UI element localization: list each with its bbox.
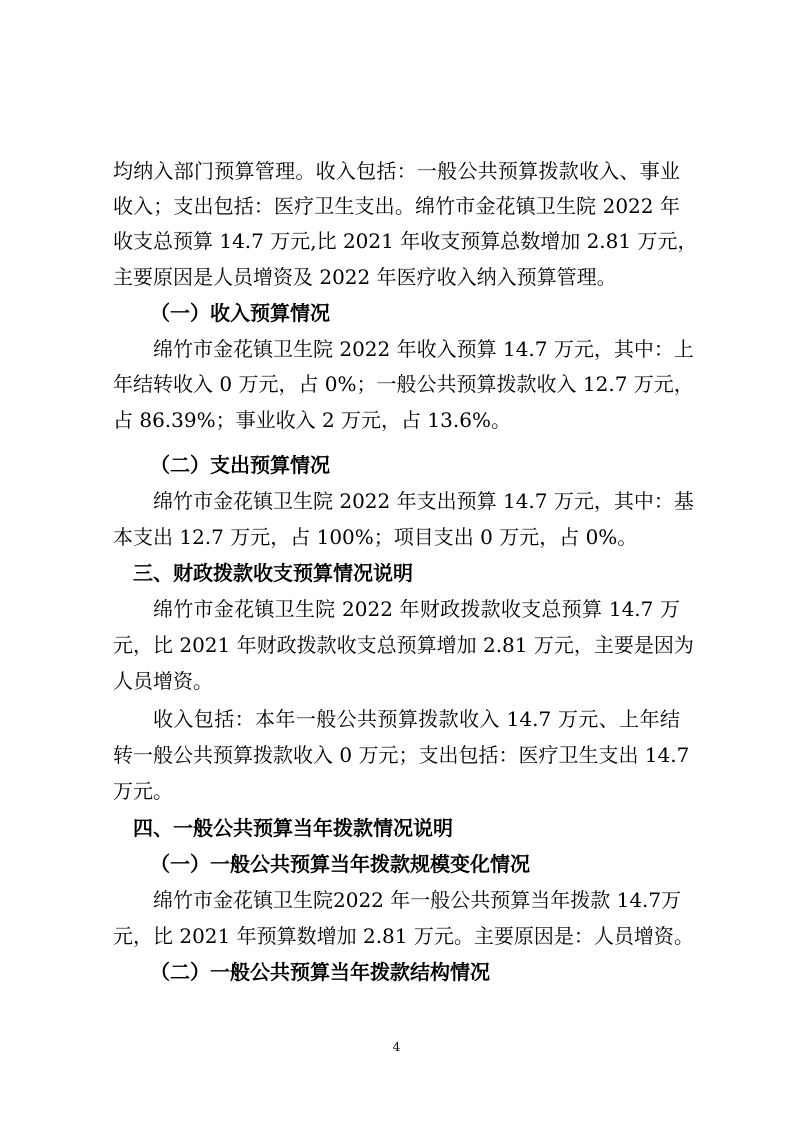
paragraph-line: 人员增资。 (113, 669, 213, 693)
paragraph-line: 占 86.39%；事业收入 2 万元，占 13.6%。 (113, 408, 511, 432)
paragraph-line: 元，比 2021 年预算数增加 2.81 万元。主要原因是：人员增资。 (113, 924, 694, 948)
section-heading: （一）一般公共预算当年拨款规模变化情况 (150, 852, 530, 876)
section-heading: 四、一般公共预算当年拨款情况说明 (133, 816, 453, 840)
paragraph-line: 转一般公共预算拨款收入 0 万元；支出包括：医疗卫生支出 14.7 (113, 743, 690, 767)
paragraph-line: 收入包括：本年一般公共预算拨款收入 14.7 万元、上年结 (153, 707, 680, 731)
paragraph-line: 收入；支出包括：医疗卫生支出。绵竹市金花镇卫生院 2022 年 (113, 194, 680, 218)
page-number: 4 (392, 1040, 401, 1054)
section-heading: （二）支出预算情况 (150, 453, 330, 477)
paragraph-line: 绵竹市金花镇卫生院 2022 年财政拨款收支总预算 14.7 万 (153, 597, 680, 621)
paragraph-line: 年结转收入 0 万元，占 0%；一般公共预算拨款收入 12.7 万元， (113, 372, 694, 396)
paragraph-line: 元，比 2021 年财政拨款收支总预算增加 2.81 万元，主要是因为 (113, 633, 694, 657)
section-heading: （一）收入预算情况 (150, 301, 330, 325)
paragraph-line: 本支出 12.7 万元，占 100%；项目支出 0 万元，占 0%。 (113, 525, 638, 549)
paragraph-line: 绵竹市金花镇卫生院 2022 年支出预算 14.7 万元，其中：基 (153, 489, 694, 513)
paragraph-line: 收支总预算 14.7 万元,比 2021 年收支预算总数增加 2.81 万元， (113, 229, 698, 253)
paragraph-line: 均纳入部门预算管理。收入包括：一般公共预算拨款收入、事业 (113, 159, 680, 183)
paragraph-line: 绵竹市金花镇卫生院 2022 年收入预算 14.7 万元，其中：上 (153, 337, 694, 361)
paragraph-line: 万元。 (113, 779, 173, 803)
paragraph-line: 绵竹市金花镇卫生院2022 年一般公共预算当年拨款 14.7万 (153, 888, 682, 912)
paragraph-line: 主要原因是人员增资及 2022 年医疗收入纳入预算管理。 (113, 265, 617, 289)
section-heading: 三、财政拨款收支预算情况说明 (133, 561, 413, 585)
section-heading: （二）一般公共预算当年拨款结构情况 (150, 960, 490, 984)
